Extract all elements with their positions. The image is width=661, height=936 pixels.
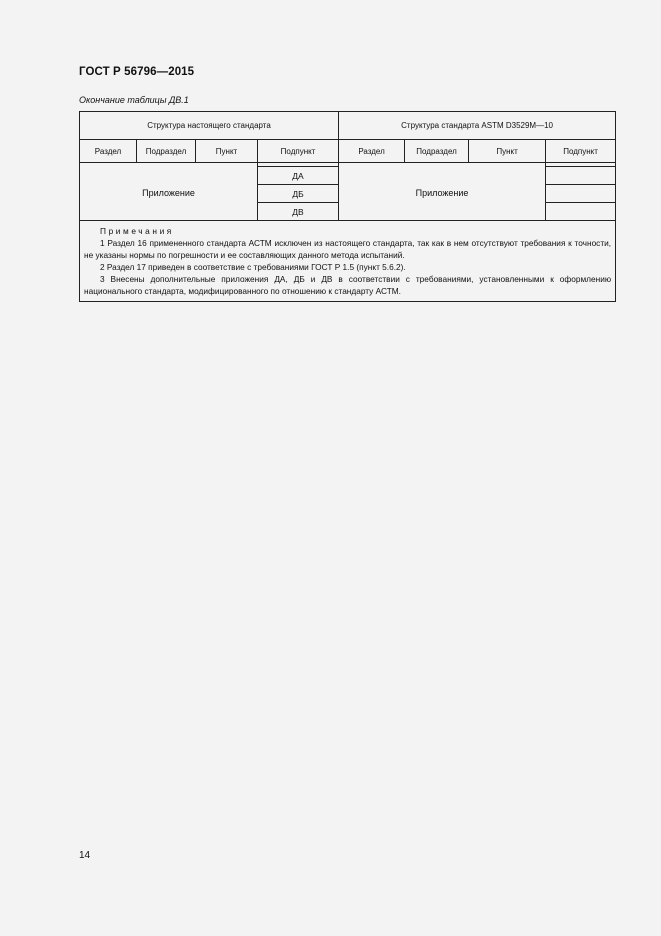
right-appendix-label: Приложение: [339, 167, 546, 221]
left-subpoint-db: ДБ: [258, 185, 339, 203]
column-header-right-subclause: Подпункт: [546, 140, 616, 163]
left-subpoint-dv: ДВ: [258, 203, 339, 221]
right-group-title: Структура стандарта ASTM D3529M—10: [339, 112, 616, 140]
notes-cell: [80, 221, 616, 302]
column-header-left-subsection: Подраздел: [137, 140, 196, 163]
left-group-title: Структура настоящего стандарта: [80, 112, 339, 140]
right-subpoint-1: [546, 167, 616, 185]
document-code-header: ГОСТ Р 56796—2015: [79, 66, 195, 78]
right-subpoint-2: [546, 185, 616, 203]
column-header-right-subsection: Подраздел: [405, 140, 469, 163]
note-item: 2 Раздел 17 приведен в соответствие с требованиями ГОСТ Р 1.5 (пункт 5.6.2).: [100, 262, 406, 272]
page-number: 14: [79, 850, 91, 861]
left-subpoint-da: ДА: [258, 167, 339, 185]
table-caption: Окончание таблицы ДВ.1: [79, 95, 189, 105]
note-item: 3 Внесены дополнительные приложения ДА, ДБ и ДВ в соответствии с требованиями, установленными к оформлению национального стандарта, модифицированного по отношению к стандарту АСТМ.: [84, 274, 612, 296]
note-item: 1 Раздел 16 примененного стандарта АСТМ исключен из настоящего стандарта, так как в нем отсутствуют требования к точности, не указаны нормы по погрешности и ее составляющих данного метода испытаний.: [84, 238, 612, 260]
column-header-left-subclause: Подпункт: [258, 140, 339, 163]
right-subpoint-3: [546, 203, 616, 221]
column-header-right-clause: Пункт: [469, 140, 546, 163]
column-header-left-section: Раздел: [80, 140, 137, 163]
correspondence-table: [79, 111, 616, 302]
left-appendix-label: Приложение: [80, 167, 258, 221]
column-header-right-section: Раздел: [339, 140, 405, 163]
notes-title: Примечания: [100, 226, 174, 236]
column-header-left-clause: Пункт: [196, 140, 258, 163]
